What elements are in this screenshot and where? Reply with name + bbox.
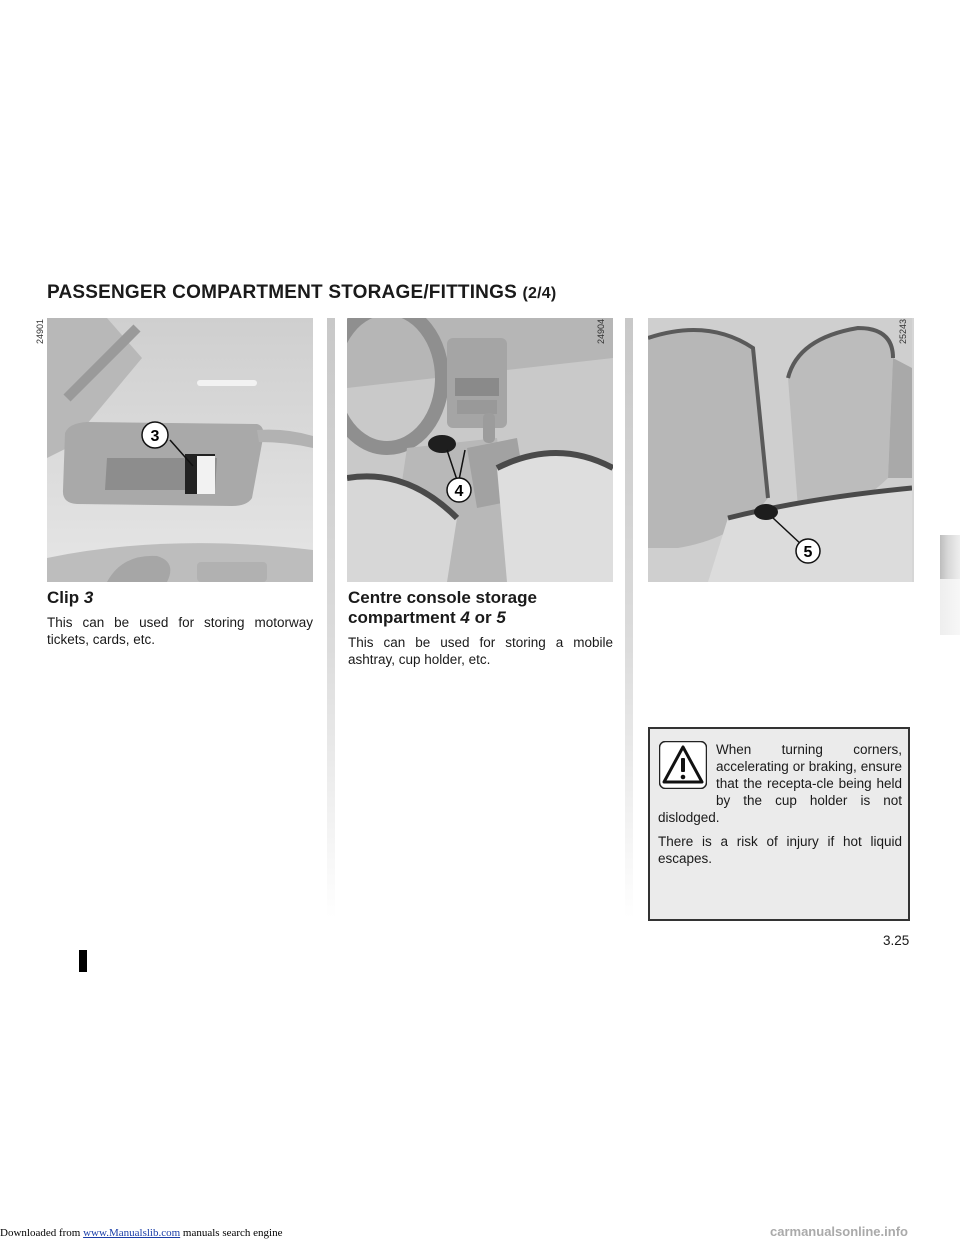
centre-console-illustration	[347, 318, 613, 582]
title-text: PASSENGER COMPARTMENT STORAGE/FITTINGS	[47, 282, 517, 303]
callout-3: 3	[150, 428, 160, 445]
image-ref-2: 24904	[596, 318, 606, 344]
column-divider	[625, 318, 633, 918]
console-heading-line2: compartment 4 or 5	[348, 608, 506, 627]
clip-heading-text: Clip	[47, 588, 84, 607]
console-heading-line1: Centre console storage	[348, 588, 537, 607]
image-ref-1: 24901	[35, 318, 45, 344]
console-heading	[348, 588, 614, 628]
clip-heading	[47, 588, 93, 608]
rear-storage-illustration	[648, 318, 912, 582]
clip-heading-ref: 3	[83, 588, 94, 607]
warning-box	[648, 727, 910, 921]
sun-visor-illustration	[47, 318, 313, 582]
console-description: This can be used for storing a mobile ashtray, cup holder, etc.	[348, 635, 613, 667]
manualslib-link[interactable]: www.Manualslib.com	[83, 1227, 181, 1239]
download-footer: Downloaded from www.Manualslib.com manuals search engine	[0, 1227, 283, 1239]
warning-paragraph-1: When turning corners, accelerating or braking, ensure that the recepta-cle being held by the cup holder is not dislodged.	[658, 742, 902, 825]
clip-description: This can be used for storing motorway tickets, cards, etc.	[47, 615, 313, 647]
page-number: 3.25	[883, 933, 910, 948]
section-tab	[940, 535, 960, 579]
photo-centre-console	[347, 318, 613, 582]
callout-5: 5	[803, 544, 813, 561]
margin-marker	[79, 950, 87, 972]
warning-paragraph-2: There is a risk of injury if hot liquid escapes.	[658, 834, 902, 866]
photo-sun-visor	[47, 318, 313, 582]
watermark-text: carmanualsonline.info	[770, 1224, 908, 1239]
page-title	[47, 282, 556, 304]
image-ref-3: 25243	[898, 318, 908, 344]
title-part: (2/4)	[522, 285, 557, 302]
callout-4: 4	[454, 483, 464, 500]
photo-rear-storage	[648, 318, 914, 582]
column-divider	[327, 318, 335, 918]
section-tab-fade	[940, 579, 960, 635]
